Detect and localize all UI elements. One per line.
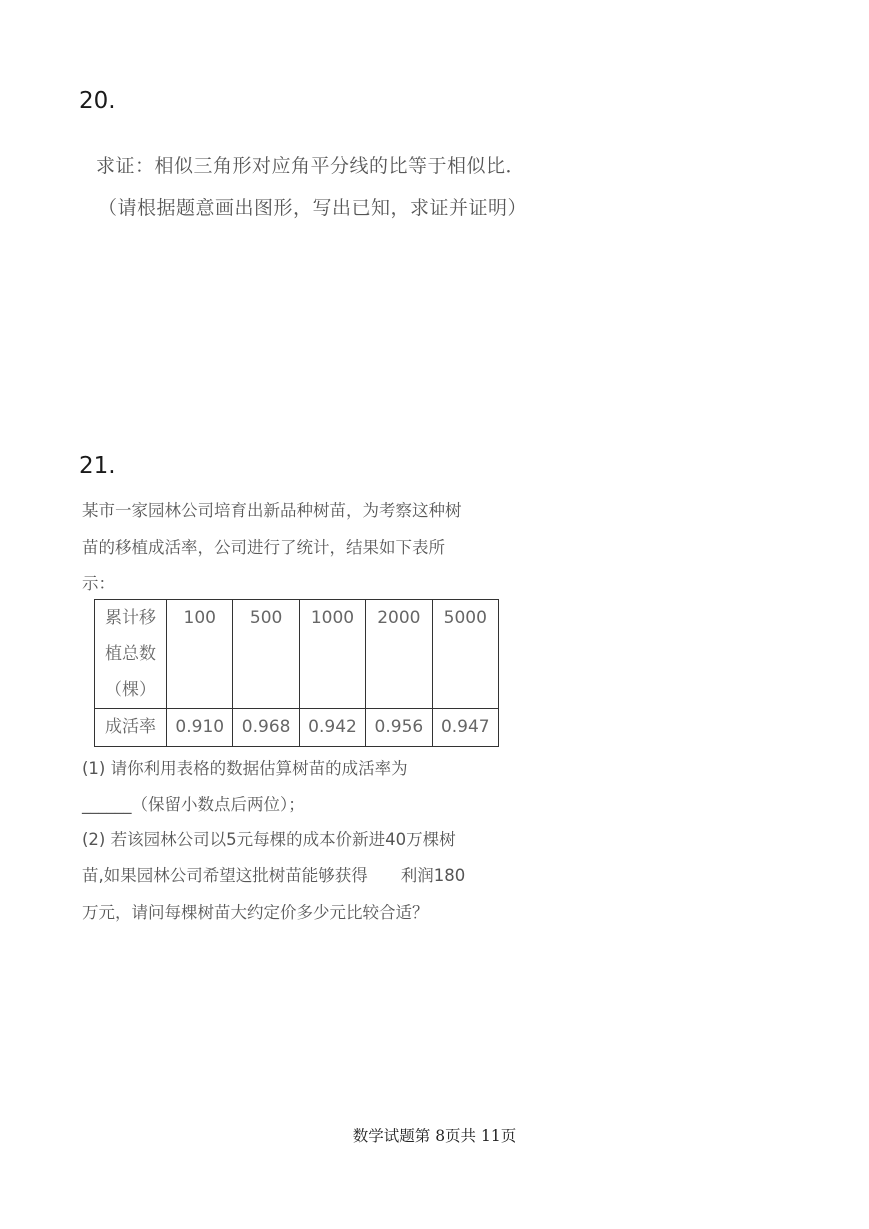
- page-footer: 数学试题第 8页共 11页: [352, 1127, 517, 1145]
- table-cell: 5000: [432, 600, 498, 709]
- table-cell: 0.947: [432, 709, 498, 747]
- table-row-totals: [95, 600, 499, 709]
- question-21-part-2-line-3: 万元，请问每棵树苗大约定价多少元比较合适？: [82, 903, 429, 922]
- table-cell: 2000: [366, 600, 432, 709]
- question-20-instruction: （请根据题意画出图形，写出已知，求证并证明）: [98, 197, 528, 219]
- question-21-part-2-line-1: (2) 若该园林公司以5元每棵的成本价新进40万棵树: [82, 830, 456, 849]
- header-label-line-3: （棵）: [105, 680, 157, 700]
- survival-rate-table: [94, 599, 499, 747]
- table-cell: 0.956: [366, 709, 432, 747]
- question-20-number: 20.: [79, 88, 116, 114]
- question-21-intro-line-2: 苗的移植成活率，公司进行了统计，结果如下表所: [82, 538, 445, 557]
- table-row-rates: [95, 709, 499, 747]
- question-21-intro-line-3: 示：: [82, 574, 115, 593]
- table-cell: 500: [233, 600, 299, 709]
- table-cell: 0.968: [233, 709, 299, 747]
- question-21-intro-line-1: 某市一家园林公司培育出新品种树苗，为考察这种树: [82, 501, 462, 520]
- question-21-part-2-line-2: 苗,如果园林公司希望这批树苗能够获得 利润180: [82, 866, 466, 885]
- table-header-rate: 成活率: [95, 709, 167, 747]
- table-cell: 0.910: [167, 709, 233, 747]
- table-header-totals: [95, 600, 167, 709]
- question-20-statement: 求证：相似三角形对应角平分线的比等于相似比．: [96, 155, 526, 177]
- table-cell: 1000: [299, 600, 365, 709]
- question-21-number: 21.: [79, 453, 116, 479]
- header-label-line-1: 累计移: [105, 608, 157, 628]
- table-cell: 0.942: [299, 709, 365, 747]
- table-cell: 100: [167, 600, 233, 709]
- question-21-part-1-line-2: ______（保留小数点后两位）；: [82, 795, 305, 814]
- header-label-line-2: 植总数: [105, 644, 157, 664]
- question-21-part-1-line-1: (1) 请你利用表格的数据估算树苗的成活率为: [82, 759, 408, 778]
